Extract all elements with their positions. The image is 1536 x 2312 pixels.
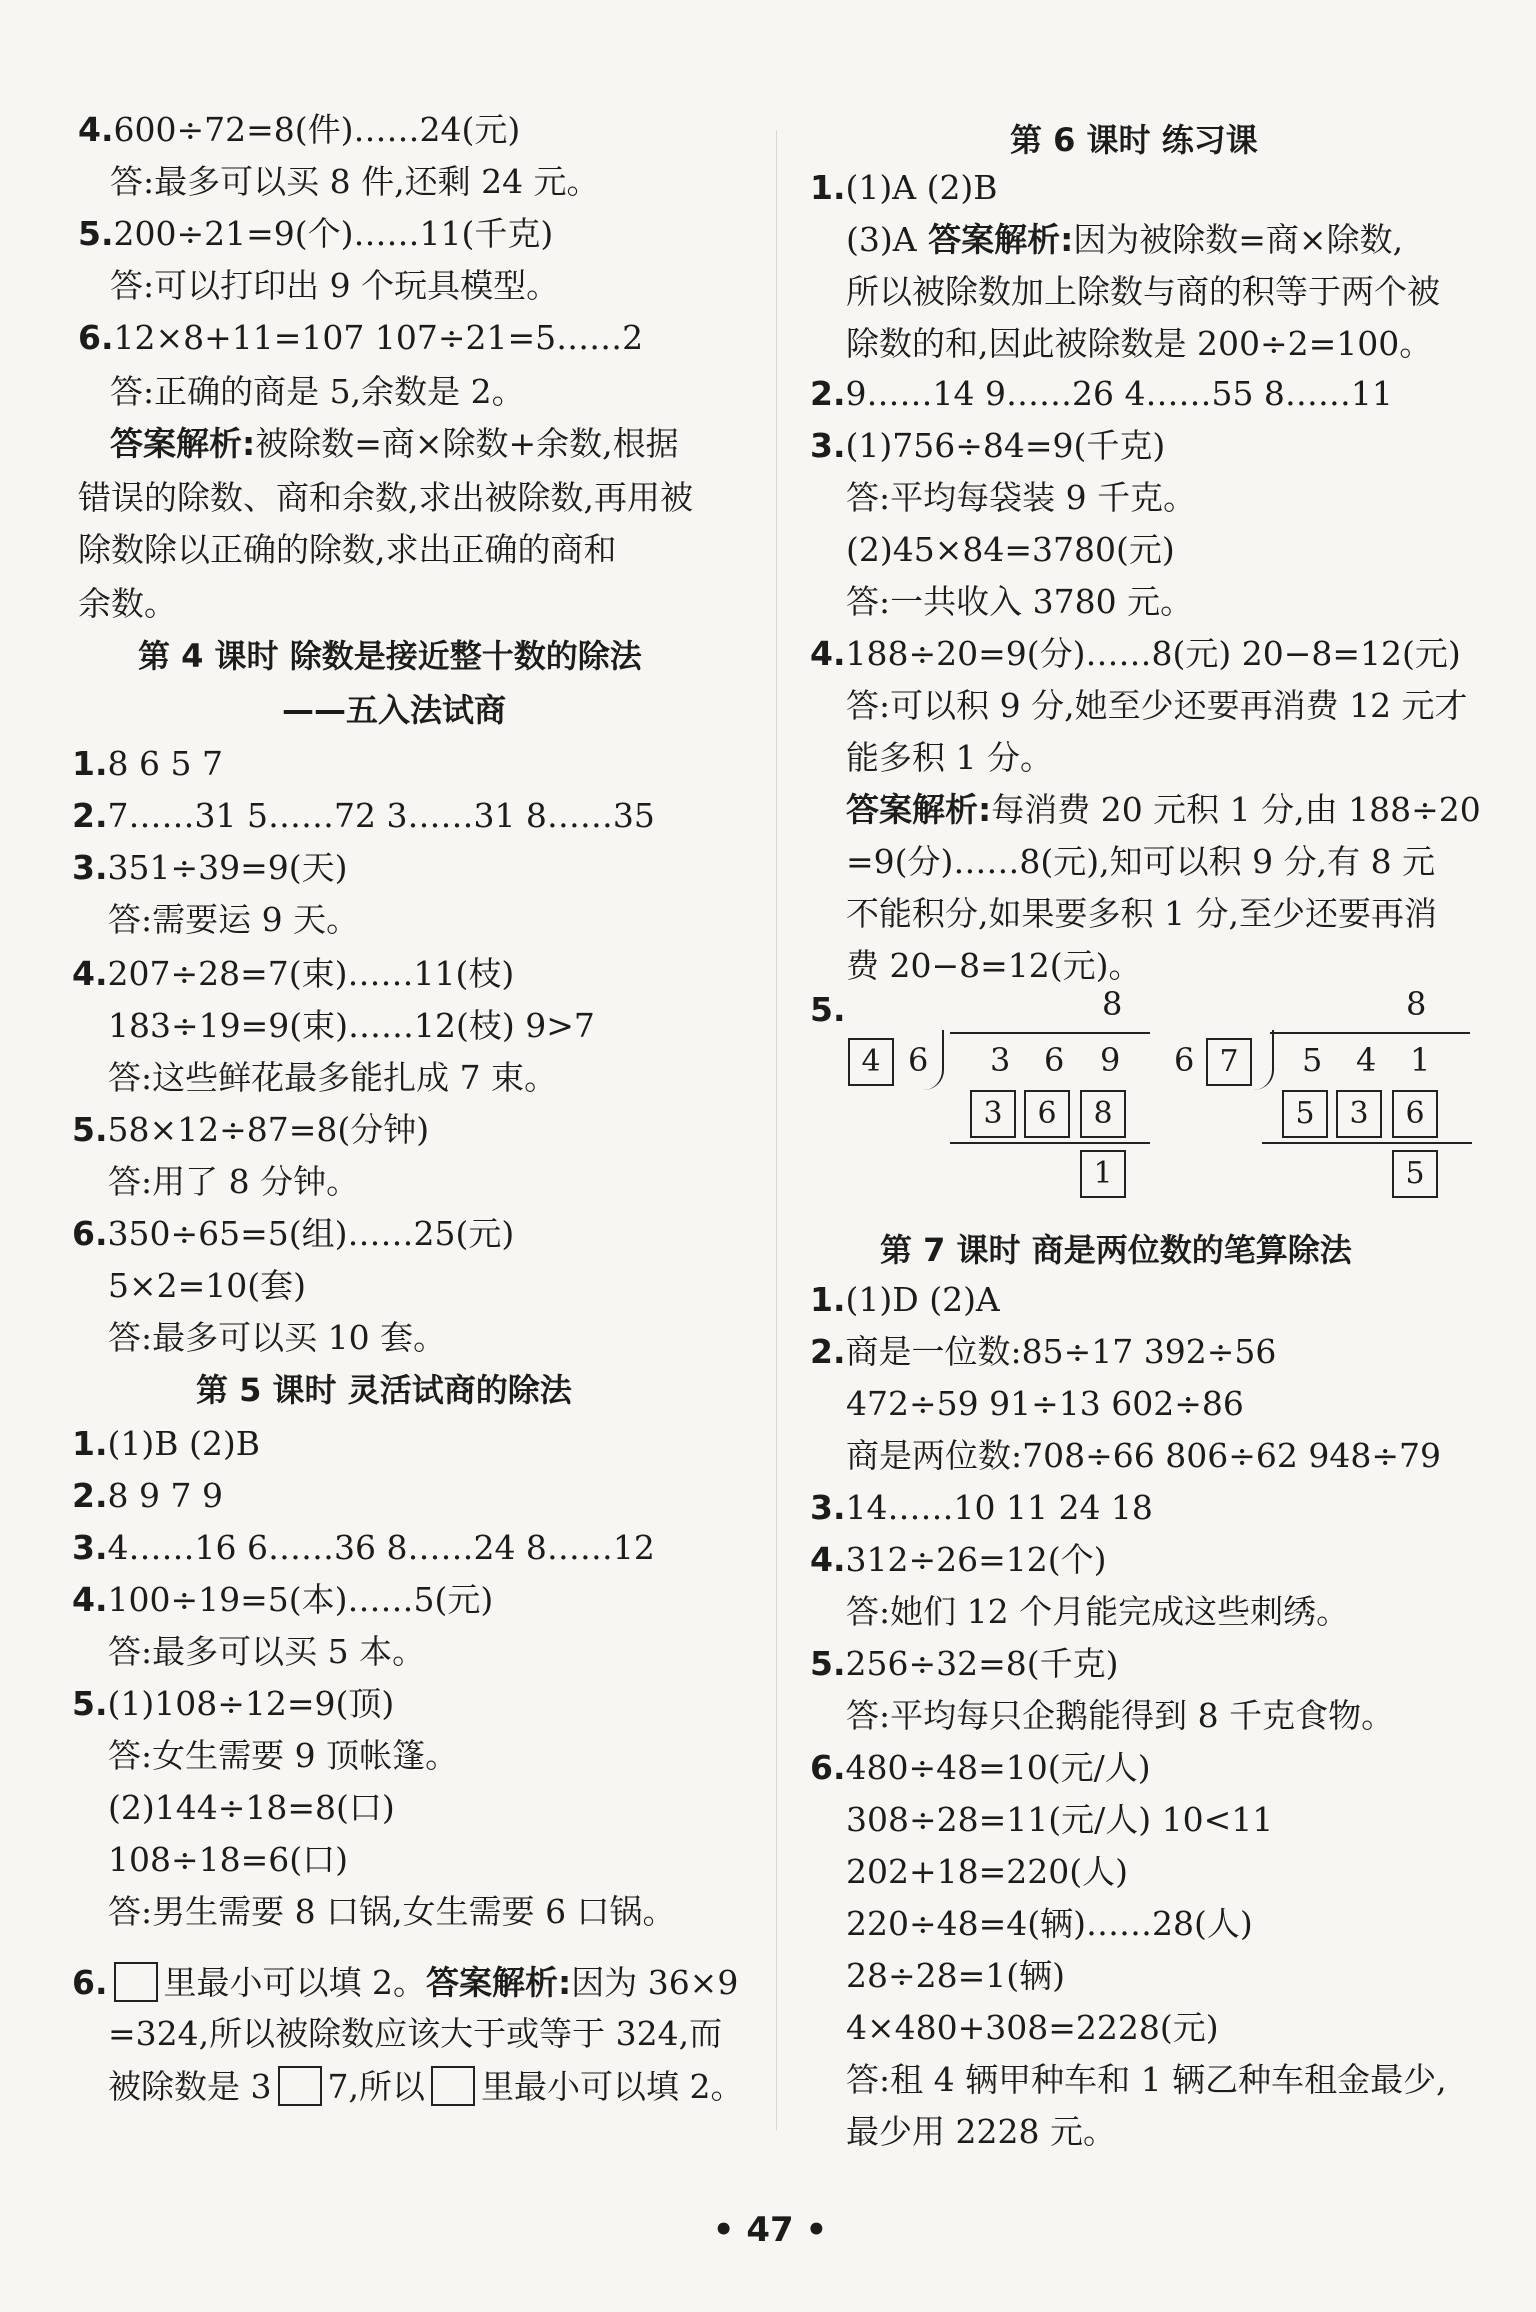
line-text: 100÷19=5(本)……5(元): [107, 1580, 494, 1619]
dividend-digit: 5: [1302, 1041, 1323, 1079]
line-text: 答:正确的商是 5,余数是 2。: [110, 372, 525, 411]
line-text: 350÷65=5(组)……25(元): [107, 1214, 515, 1253]
answer-line: [78, 584, 177, 624]
q6-text-5: 7,所以: [327, 2067, 425, 2106]
division-bracket-b: [1254, 1030, 1274, 1090]
question-number: 6.: [72, 1963, 108, 2002]
remainder-box-a: 1: [1080, 1150, 1126, 1198]
question-line: [810, 1488, 1153, 1528]
answer-line: [110, 266, 559, 306]
line-text: 188÷20=9(分)……8(元) 20−8=12(元): [845, 634, 1461, 673]
answer-line: [108, 1266, 306, 1306]
line-text: 312÷26=12(个): [845, 1540, 1107, 1579]
line-text: 351÷39=9(天): [107, 848, 348, 887]
line-text: 207÷28=7(束)……11(枝): [107, 954, 515, 993]
question-line: [810, 426, 1165, 466]
line-text: 28÷28=1(辆): [846, 1956, 1066, 1995]
question-number: 4.: [72, 1580, 108, 1619]
answer-line: [108, 900, 359, 940]
line-text: 4……16 6……36 8……24 8……12: [107, 1528, 655, 1567]
question-number: 4.: [810, 634, 846, 673]
question-line: [810, 634, 1461, 674]
answer-line: [846, 478, 1196, 518]
analysis-label: 答案解析:: [110, 424, 256, 463]
answer-line: [846, 790, 1481, 830]
line-text: 不能积分,如果要多积 1 分,至少还要再消: [846, 894, 1437, 933]
line-text: 被除数=商×除数+余数,根据: [255, 424, 679, 463]
line-text: 余数。: [78, 584, 177, 623]
answer-blank-box: [431, 2066, 475, 2106]
line-text: 108÷18=6(口): [108, 1840, 349, 1879]
q5-number: 5.: [810, 990, 846, 1029]
dividend-digit: 6: [1044, 1041, 1065, 1079]
line-text: 答:最多可以买 8 件,还剩 24 元。: [110, 162, 600, 201]
answer-line: [846, 946, 1142, 986]
answer-line: [108, 1840, 348, 1880]
line-text: 所以被除数加上除数与商的积等于两个被: [846, 272, 1440, 311]
product-box: 5: [1282, 1090, 1328, 1138]
question-number: 3.: [72, 848, 108, 887]
section-heading: 第 4 课时 除数是接近整十数的除法: [138, 637, 642, 675]
line-text: 答:需要运 9 天。: [108, 900, 360, 939]
question-line: [78, 318, 643, 358]
subtraction-bar-a: [950, 1142, 1150, 1144]
section-heading: 第 7 课时 商是两位数的笔算除法: [880, 1231, 1352, 1269]
question-line: [72, 1580, 493, 1620]
question-number: 5.: [72, 1110, 108, 1149]
q6-text-6: 里最小可以填 2。: [481, 2067, 744, 2106]
question-line: [72, 1684, 394, 1724]
line-text: 220÷48=4(辆)……28(人): [846, 1904, 1253, 1943]
answer-blank-box: [114, 1962, 158, 2002]
line-text: 最少用 2228 元。: [846, 2112, 1116, 2151]
line-text: 答:租 4 辆甲种车和 1 辆乙种车租金最少,: [846, 2060, 1447, 2099]
question-number: 5.: [810, 1644, 846, 1683]
question-number: 1.: [810, 1280, 846, 1319]
line-text: 答:这些鲜花最多能扎成 7 束。: [108, 1058, 558, 1097]
q6-text: 里最小可以填 2。: [163, 1963, 426, 2002]
line-text: 答:平均每只企鹅能得到 8 千克食物。: [846, 1696, 1395, 1735]
line-text: 错误的除数、商和余数,求出被除数,再用被: [78, 478, 693, 517]
line-text: 4×480+308=2228(元): [846, 2008, 1219, 2047]
line-text: 答:最多可以买 5 本。: [108, 1632, 426, 1671]
answer-line: [846, 1852, 1128, 1892]
question-line: [810, 1540, 1107, 1580]
question-number: 2.: [72, 796, 108, 835]
question-number: [810, 990, 846, 1030]
line-text: 商是两位数:708÷66 806÷62 948÷79: [846, 1436, 1441, 1475]
line-text: 答:可以积 9 分,她至少还要再消费 12 元才: [846, 686, 1468, 725]
question-number: 4.: [78, 110, 114, 149]
line-text: (1)108÷12=9(顶): [107, 1684, 395, 1723]
answer-line: [846, 1696, 1394, 1736]
question-number: 5.: [72, 1684, 108, 1723]
question-number: 5.: [78, 214, 114, 253]
section-heading: ——五入法试商: [282, 691, 507, 729]
line-text: =9(分)……8(元),知可以积 9 分,有 8 元: [846, 842, 1436, 881]
analysis-label: 答案解析:: [426, 1963, 572, 2002]
line-text: (2)144÷18=8(口): [108, 1788, 395, 1827]
line-text: 每消费 20 元积 1 分,由 188÷20: [991, 790, 1481, 829]
q6-text-4: 被除数是 3: [108, 2067, 272, 2106]
answer-line: [108, 1892, 676, 1932]
line-text: 58×12÷87=8(分钟): [107, 1110, 430, 1149]
answer-line: [108, 1162, 359, 1202]
question-line: [78, 110, 520, 150]
answer-line: [846, 842, 1435, 882]
answer-blank-box: [278, 2066, 322, 2106]
column-divider: [776, 130, 777, 2130]
line-text: (2)45×84=3780(元): [846, 530, 1175, 569]
answer-line: [846, 220, 1403, 260]
line-text: 308÷28=11(元/人) 10<11: [846, 1800, 1274, 1839]
dividend-digit: 4: [1356, 1041, 1377, 1079]
line-text: 14……10 11 24 18: [845, 1488, 1153, 1527]
answer-line: [110, 424, 679, 464]
divisor-digit-b: 6: [1174, 1041, 1195, 1079]
line-text: 除数除以正确的除数,求出正确的商和: [78, 530, 617, 569]
question-number: 1.: [72, 1424, 108, 1463]
question-number: 3.: [72, 1528, 108, 1567]
answer-line: [78, 530, 617, 570]
analysis-label: 答案解析:: [916, 220, 1074, 259]
answer-line: [108, 1632, 425, 1672]
question-number: 4.: [810, 1540, 846, 1579]
line-text: (1)A (2)B: [845, 168, 998, 207]
product-box: 6: [1392, 1090, 1438, 1138]
line-text: 12×8+11=107 107÷21=5……2: [113, 318, 644, 357]
question-line: [810, 374, 1393, 414]
answer-line: [78, 478, 693, 518]
question-line: [810, 168, 998, 208]
division-bar-a: [950, 1032, 1150, 1034]
page-number: • 47 •: [712, 2210, 828, 2250]
dividend-digit: 9: [1100, 1041, 1121, 1079]
line-text: 因为被除数=商×除数,: [1073, 220, 1404, 259]
line-text: 9……14 9……26 4……55 8……11: [845, 374, 1393, 413]
left-q6-line3: [108, 2066, 744, 2107]
subtraction-bar-b: [1262, 1142, 1472, 1144]
answer-line: [846, 894, 1437, 934]
answer-line: [846, 582, 1193, 622]
line-text: 费 20−8=12(元)。: [846, 946, 1142, 985]
line-text: (1)756÷84=9(千克): [845, 426, 1166, 465]
line-text: 183÷19=9(束)……12(枝) 9>7: [108, 1006, 595, 1045]
line-text: 答:最多可以买 10 套。: [108, 1318, 447, 1357]
question-line: [72, 796, 655, 836]
question-number: 6.: [72, 1214, 108, 1253]
question-line: [72, 1528, 655, 1568]
line-text: 商是一位数:85÷17 392÷56: [845, 1332, 1277, 1371]
question-line: [810, 1644, 1119, 1684]
question-number: 3.: [810, 1488, 846, 1527]
answer-line: [846, 1592, 1349, 1632]
line-text: 202+18=220(人): [846, 1852, 1129, 1891]
question-line: [72, 1214, 514, 1254]
answer-line: [108, 1788, 395, 1828]
line-text: 600÷72=8(件)……24(元): [113, 110, 521, 149]
q6-text-2: 因为 36×9: [571, 1963, 739, 2002]
line-text: 答:她们 12 个月能完成这些刺绣。: [846, 1592, 1350, 1631]
answer-line: [846, 324, 1432, 364]
q6-text-3: =324,所以被除数应该大于或等于 324,而: [108, 2014, 723, 2053]
line-text: (1)B (2)B: [107, 1424, 260, 1463]
question-number: 4.: [72, 954, 108, 993]
question-line: [72, 954, 514, 994]
left-q6-line2: [108, 2014, 722, 2054]
answer-line: [846, 1436, 1441, 1476]
line-text: 答:平均每袋装 9 千克。: [846, 478, 1197, 517]
left-q6-line1: [72, 1962, 738, 2003]
product-box: 8: [1080, 1090, 1126, 1138]
line-text: 答:一共收入 3780 元。: [846, 582, 1194, 621]
line-text: 答:用了 8 分钟。: [108, 1162, 360, 1201]
product-box: 6: [1024, 1090, 1070, 1138]
line-text: 7……31 5……72 3……31 8……35: [107, 796, 655, 835]
line-text: 8 9 7 9: [107, 1476, 223, 1515]
line-text: (3)A: [846, 220, 917, 259]
answer-line: [846, 1904, 1253, 1944]
question-line: [810, 1280, 1000, 1320]
question-line: [78, 214, 553, 254]
answer-line: [846, 1800, 1273, 1840]
line-text: 472÷59 91÷13 602÷86: [846, 1384, 1244, 1423]
division-bar-b: [1270, 1032, 1470, 1034]
question-number: 1.: [810, 168, 846, 207]
section-heading: 第 5 课时 灵活试商的除法: [196, 1371, 572, 1409]
remainder-box-b: 5: [1392, 1150, 1438, 1198]
divisor-box-b: 7: [1206, 1038, 1252, 1086]
answer-line: [846, 1384, 1244, 1424]
answer-line: [846, 686, 1468, 726]
answer-line: [846, 530, 1175, 570]
divisor-digit-a: 6: [908, 1041, 929, 1079]
question-number: 3.: [810, 426, 846, 465]
line-text: 除数的和,因此被除数是 200÷2=100。: [846, 324, 1433, 363]
answer-line: [846, 2008, 1219, 2048]
answer-line: [110, 372, 525, 412]
line-text: 答:男生需要 8 口锅,女生需要 6 口锅。: [108, 1892, 676, 1931]
line-text: 8 6 5 7: [107, 744, 223, 783]
answer-line: [846, 1956, 1065, 1996]
line-text: 256÷32=8(千克): [845, 1644, 1119, 1683]
answer-line: [108, 1058, 557, 1098]
answer-line: [110, 162, 600, 202]
question-number: 2.: [810, 1332, 846, 1371]
analysis-label: 答案解析:: [846, 790, 992, 829]
quotient-b: 8: [1406, 985, 1427, 1023]
question-line: [72, 1110, 429, 1150]
quotient-a: 8: [1102, 985, 1123, 1023]
section-heading: 第 6 课时 练习课: [1010, 121, 1258, 159]
question-number: 1.: [72, 744, 108, 783]
answer-line: [108, 1736, 458, 1776]
line-text: 200÷21=9(个)……11(千克): [113, 214, 554, 253]
answer-line: [846, 738, 1053, 778]
product-box: 3: [970, 1090, 1016, 1138]
answer-line: [846, 2112, 1116, 2152]
question-number: 6.: [810, 1748, 846, 1787]
line-text: 答:可以打印出 9 个玩具模型。: [110, 266, 560, 305]
answer-line: [846, 272, 1440, 312]
question-line: [72, 1476, 223, 1516]
answer-line: [108, 1006, 595, 1046]
question-number: 6.: [78, 318, 114, 357]
divisor-box-a: 4: [848, 1038, 894, 1086]
question-number: 2.: [72, 1476, 108, 1515]
line-text: 5×2=10(套): [108, 1266, 307, 1305]
dividend-digit: 3: [990, 1041, 1011, 1079]
line-text: 能多积 1 分。: [846, 738, 1053, 777]
question-line: [72, 1424, 260, 1464]
dividend-digit: 1: [1410, 1041, 1431, 1079]
answer-line: [846, 2060, 1447, 2100]
product-box: 3: [1336, 1090, 1382, 1138]
line-text: (1)D (2)A: [845, 1280, 1000, 1319]
question-line: [810, 1748, 1151, 1788]
question-number: 2.: [810, 374, 846, 413]
answer-line: [108, 1318, 446, 1358]
question-line: [810, 1332, 1276, 1372]
question-line: [72, 744, 223, 784]
line-text: 答:女生需要 9 顶帐篷。: [108, 1736, 459, 1775]
line-text: 480÷48=10(元/人): [845, 1748, 1151, 1787]
question-line: [72, 848, 348, 888]
division-bracket-a: [924, 1030, 944, 1090]
